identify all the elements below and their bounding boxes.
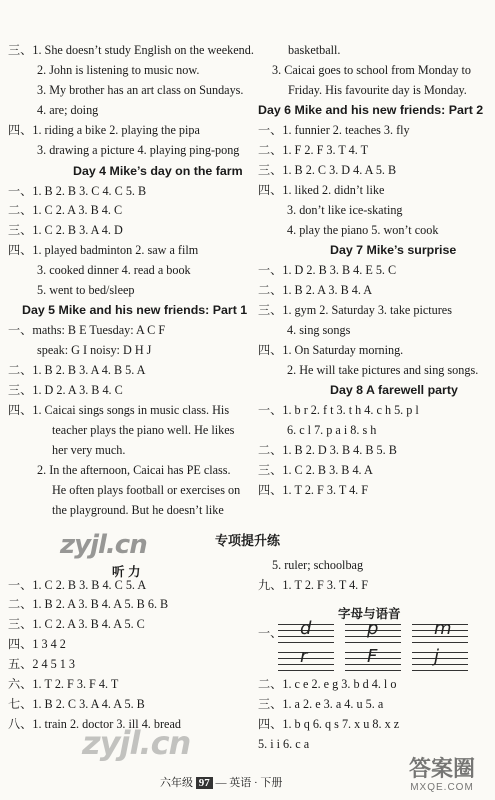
answer-line: 四、1. On Saturday morning. xyxy=(258,343,404,357)
footer-grade: 六年级 xyxy=(160,777,193,789)
answer-line: 四、1. b q 6. q s 7. x u 8. x z xyxy=(258,717,400,731)
answer-line: 四、1. riding a bike 2. playing the pipa xyxy=(8,123,200,137)
answer-line: He often plays football or exercises on xyxy=(52,483,241,497)
answer-line: 二、1. B 2. D 3. B 4. B 5. B xyxy=(258,443,397,457)
answer-line: 三、1. gym 2. Saturday 3. take pictures xyxy=(258,303,452,317)
answer-line: 五、2 4 5 1 3 xyxy=(8,657,76,671)
handwritten-letter: m xyxy=(434,618,452,639)
answer-line: 三、1. B 2. C 3. D 4. A 5. B xyxy=(258,163,397,177)
answer-line: 四、1. played badminton 2. saw a film xyxy=(8,243,199,257)
answer-line: 二、1. B 2. A 3. B 4. A xyxy=(258,283,373,297)
answer-line: 4. play the piano 5. won’t cook xyxy=(287,223,439,237)
answer-line: 四、1. T 2. F 3. T 4. F xyxy=(258,483,369,497)
day-heading: Day 5 Mike and his new friends: Part 1 xyxy=(22,303,248,317)
letter-box xyxy=(278,648,334,670)
letter-box xyxy=(345,648,401,670)
handwritten-letter: j xyxy=(434,646,440,667)
answer-line: 5. went to bed/sleep xyxy=(37,283,135,297)
day-heading: Day 6 Mike and his new friends: Part 2 xyxy=(258,103,484,117)
answer-line: 2. In the afternoon, Caicai has PE class. xyxy=(37,463,231,477)
answer-line: 一、1. funnier 2. teaches 3. fly xyxy=(258,123,410,137)
answer-line: the playground. But he doesn’t like xyxy=(52,503,224,517)
answer-line: 一、1. D 2. B 3. B 4. E 5. C xyxy=(258,263,397,277)
answer-line: 一、maths: B E Tuesday: A C F xyxy=(8,323,166,337)
page-footer xyxy=(160,774,282,790)
watermark-top: zyjl.cn xyxy=(60,530,147,560)
answer-line: 二、1. F 2. F 3. T 4. T xyxy=(258,143,369,157)
answer-line: 3. don’t like ice-skating xyxy=(287,203,403,217)
letter-box xyxy=(412,620,468,642)
answer-line: 四、1 3 4 2 xyxy=(8,637,66,651)
answer-line: 5. i i 6. c a xyxy=(258,737,310,751)
answer-line: 三、1. C 2. B 3. A 4. D xyxy=(8,223,123,237)
handwritten-letter: d xyxy=(300,618,312,639)
answer-line: 一、1. b r 2. f t 3. t h 4. c h 5. p l xyxy=(258,403,419,417)
answer-line: 三、1. C 2. B 3. B 4. A xyxy=(258,463,373,477)
answer-line: teacher plays the piano well. He likes xyxy=(52,423,235,437)
answer-line: 三、1. D 2. A 3. B 4. C xyxy=(8,383,123,397)
phonics-prefix: 一、 xyxy=(258,626,283,640)
handwritten-letter: F xyxy=(367,646,378,667)
handwritten-letter: p xyxy=(367,618,379,639)
answer-line: 3. drawing a picture 4. playing ping-pong xyxy=(37,143,240,157)
answer-line: 二、1. C 2. A 3. B 4. C xyxy=(8,203,123,217)
page-number: 97 xyxy=(196,777,213,789)
logo-url: MXQE.COM xyxy=(410,782,474,793)
letter-box xyxy=(345,620,401,642)
answer-line: 二、1. c e 2. e g 3. b d 4. l o xyxy=(258,677,397,691)
answer-line: 3. My brother has an art class on Sundays. xyxy=(37,83,244,97)
listening-title: 听 力 xyxy=(112,565,141,579)
answer-line: Friday. His favourite day is Monday. xyxy=(288,83,467,97)
answer-line: 2. John is listening to music now. xyxy=(37,63,200,77)
day-heading: Day 7 Mike’s surprise xyxy=(330,243,457,257)
footer-subject: — 英语 · 下册 xyxy=(215,777,283,789)
answer-line: 三、1. C 2. A 3. B 4. A 5. C xyxy=(8,617,145,631)
watermark-bottom: zyjl.cn xyxy=(82,724,191,762)
answer-line: 四、1. Caicai sings songs in music class. His xyxy=(8,403,230,417)
letter-box xyxy=(278,620,334,642)
answer-line: 2. He will take pictures and sing songs. xyxy=(287,363,479,377)
answer-line: 4. are; doing xyxy=(37,103,99,117)
answer-line: basketball. xyxy=(288,43,341,57)
answer-line: 二、1. B 2. A 3. B 4. A 5. B 6. B xyxy=(8,597,169,611)
answer-line: 二、1. B 2. B 3. A 4. B 5. A xyxy=(8,363,146,377)
handwritten-letter: r xyxy=(300,646,308,667)
answer-line: 八、1. train 2. doctor 3. ill 4. bread xyxy=(8,717,181,731)
section-title: 专项提升练 xyxy=(215,533,281,548)
guide-lines xyxy=(412,652,468,671)
answer-line: her very much. xyxy=(52,443,126,457)
phonics-title: 字母与语音 xyxy=(338,607,401,621)
answer-line: 5. ruler; schoolbag xyxy=(272,558,364,572)
answer-line: 3. Caicai goes to school from Monday to xyxy=(272,63,472,77)
logo-text: 答案圈 xyxy=(408,757,475,782)
answer-line: 九、1. T 2. F 3. T 4. F xyxy=(258,578,369,592)
answer-line: 六、1. T 2. F 3. F 4. T xyxy=(8,677,119,691)
answer-line: 一、1. B 2. B 3. C 4. C 5. B xyxy=(8,184,147,198)
brand-logo xyxy=(395,758,489,798)
answer-line: 一、1. C 2. B 3. B 4. C 5. A xyxy=(8,578,147,592)
answer-line: 七、1. B 2. C 3. A 4. A 5. B xyxy=(8,697,145,711)
answer-line: 4. sing songs xyxy=(287,323,351,337)
answer-line: 三、1. a 2. e 3. a 4. u 5. a xyxy=(258,697,384,711)
day-heading: Day 4 Mike’s day on the farm xyxy=(73,164,243,178)
answer-line: 三、1. She doesn’t study English on the weekend. xyxy=(8,43,254,57)
answer-line: 四、1. liked 2. didn’t like xyxy=(258,183,385,197)
answer-line: speak: G I noisy: D H J xyxy=(37,343,152,357)
answer-line: 6. c l 7. p a i 8. s h xyxy=(287,423,377,437)
answer-line: 3. cooked dinner 4. read a book xyxy=(37,263,191,277)
letter-box xyxy=(412,648,468,670)
day-heading: Day 8 A farewell party xyxy=(330,383,458,397)
